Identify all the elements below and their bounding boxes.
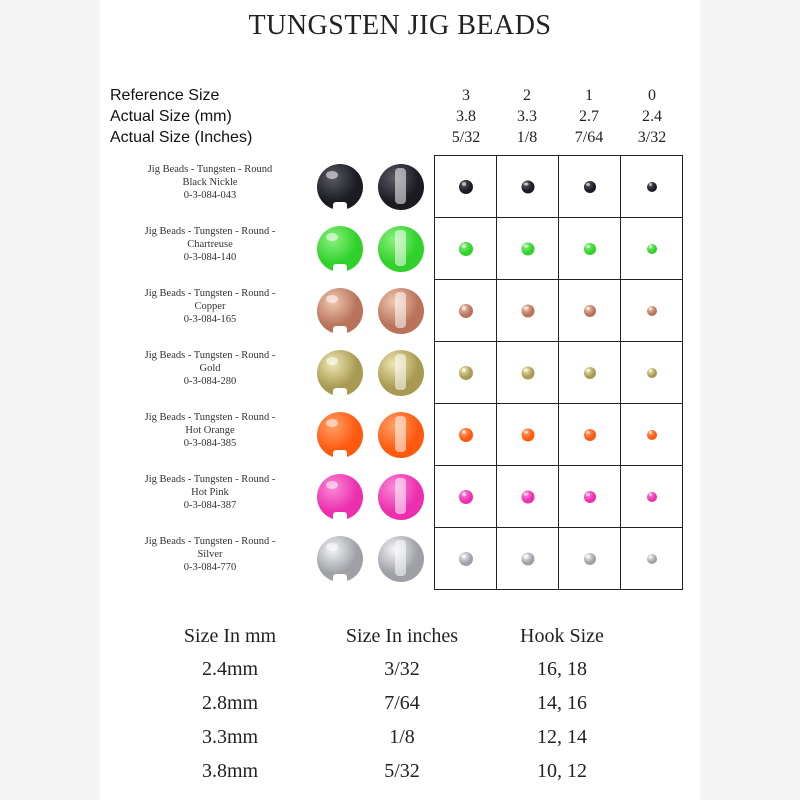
cell-hook-size: 14, 16 xyxy=(537,692,587,714)
page-title: TUNGSTEN JIG BEADS xyxy=(248,10,552,41)
bead-name-line: Jig Beads - Tungsten - Round - xyxy=(144,536,276,547)
bead-product-code: 0-3-084-280 xyxy=(183,376,237,387)
bead-front-image xyxy=(317,412,363,458)
bead-size-sample xyxy=(584,181,596,193)
bead-product-code: 0-3-084-165 xyxy=(183,314,237,325)
grid-cell xyxy=(559,466,621,528)
grid-cell xyxy=(497,156,559,218)
inch-size-value: 1/8 xyxy=(516,129,538,146)
cell-size-mm: 2.8mm xyxy=(201,692,259,714)
ref-size-value: 0 xyxy=(648,87,656,104)
bead-size-sample xyxy=(647,244,657,254)
bead-front-image xyxy=(317,226,363,272)
actual-size-inches-label: Actual Size (Inches) xyxy=(110,129,253,146)
grid-cell xyxy=(621,280,683,342)
ref-size-value: 1 xyxy=(585,87,593,104)
inch-size-value: 5/32 xyxy=(451,129,481,146)
grid-cell xyxy=(559,342,621,404)
bead-size-sample xyxy=(459,428,473,442)
grid-cell xyxy=(559,218,621,280)
grid-cell xyxy=(559,156,621,218)
bead-name-line: Jig Beads - Tungsten - Round - xyxy=(144,474,276,485)
bead-size-sample xyxy=(647,430,657,440)
grid-cell xyxy=(435,466,497,528)
bead-color-name: Chartreuse xyxy=(187,239,233,250)
bead-photo xyxy=(310,155,435,217)
grid-cell xyxy=(621,342,683,404)
bead-photo xyxy=(310,403,435,465)
grid-cell xyxy=(435,404,497,466)
bead-size-sample xyxy=(584,429,596,441)
bead-slot-image xyxy=(378,474,424,520)
bead-color-name: Hot Orange xyxy=(185,425,235,436)
reference-labels xyxy=(110,85,252,148)
bead-front-image xyxy=(317,288,363,334)
bead-size-sample xyxy=(521,304,534,317)
cell-hook-size: 10, 12 xyxy=(537,760,587,782)
cell-size-inches: 7/64 xyxy=(384,692,420,714)
bead-size-sample xyxy=(521,180,534,193)
bead-size-sample xyxy=(584,243,596,255)
bead-front-image xyxy=(317,536,363,582)
inch-size-value: 7/64 xyxy=(574,129,604,146)
bead-label xyxy=(110,287,310,326)
bead-label xyxy=(110,349,310,388)
cell-size-inches: 1/8 xyxy=(389,726,415,748)
bead-front-image xyxy=(317,474,363,520)
bead-color-name: Silver xyxy=(197,549,223,560)
bead-size-sample xyxy=(647,554,657,564)
cell-hook-size: 16, 18 xyxy=(537,658,587,680)
bead-size-sample xyxy=(521,366,534,379)
bead-slot-image xyxy=(378,350,424,396)
bead-size-sample xyxy=(584,305,596,317)
grid-cell xyxy=(621,466,683,528)
bead-size-sample xyxy=(647,306,657,316)
bead-front-image xyxy=(317,350,363,396)
bead-slot-image xyxy=(378,226,424,272)
bead-size-grid xyxy=(434,155,683,590)
bead-label xyxy=(110,163,310,202)
grid-cell xyxy=(435,218,497,280)
bead-size-sample xyxy=(584,367,596,379)
bead-size-sample xyxy=(584,491,596,503)
grid-cell xyxy=(497,404,559,466)
bead-label xyxy=(110,411,310,450)
bead-size-sample xyxy=(521,428,534,441)
bead-slot-image xyxy=(378,536,424,582)
grid-cell xyxy=(497,342,559,404)
bead-size-sample xyxy=(459,304,473,318)
bead-size-sample xyxy=(521,242,534,255)
bead-color-name: Black Nickle xyxy=(182,177,238,188)
bead-size-sample xyxy=(521,490,534,503)
bead-color-name: Hot Pink xyxy=(191,487,229,498)
bead-photo xyxy=(310,279,435,341)
cell-size-inches: 3/32 xyxy=(384,658,420,680)
cell-size-inches: 5/32 xyxy=(384,760,420,782)
bead-name-line: Jig Beads - Tungsten - Round xyxy=(147,164,273,175)
mm-size-value: 3.3 xyxy=(517,108,537,125)
bead-name-line: Jig Beads - Tungsten - Round - xyxy=(144,412,276,423)
bead-size-sample xyxy=(459,552,473,566)
grid-cell xyxy=(621,404,683,466)
bead-photo xyxy=(310,465,435,527)
cell-size-mm: 3.3mm xyxy=(201,726,259,748)
grid-cell xyxy=(497,466,559,528)
grid-cell xyxy=(435,280,497,342)
bead-size-sample xyxy=(459,366,473,380)
grid-cell xyxy=(559,280,621,342)
bead-size-sample xyxy=(647,182,657,192)
reference-column xyxy=(622,85,682,148)
cell-hook-size: 12, 14 xyxy=(537,726,587,748)
bead-product-code: 0-3-084-043 xyxy=(183,190,237,201)
bead-name-line: Jig Beads - Tungsten - Round - xyxy=(144,226,276,237)
bead-label xyxy=(110,473,310,512)
bead-size-sample xyxy=(584,553,596,565)
bead-name-line: Jig Beads - Tungsten - Round - xyxy=(144,288,276,299)
ref-size-value: 3 xyxy=(462,87,470,104)
reference-column xyxy=(436,85,496,148)
bead-product-code: 0-3-084-140 xyxy=(183,252,237,263)
grid-cell xyxy=(497,280,559,342)
bead-slot-image xyxy=(378,288,424,334)
bead-slot-image xyxy=(378,164,424,210)
bead-size-sample xyxy=(647,368,657,378)
bead-size-sample xyxy=(647,492,657,502)
mm-size-value: 2.7 xyxy=(579,108,599,125)
bead-photo xyxy=(310,527,435,589)
header-hook-size: Hook Size xyxy=(520,625,604,647)
grid-cell xyxy=(435,342,497,404)
bead-photo xyxy=(310,341,435,403)
cell-size-mm: 2.4mm xyxy=(201,658,259,680)
reference-column xyxy=(497,85,557,148)
bead-size-sample xyxy=(459,180,473,194)
ref-size-value: 2 xyxy=(523,87,531,104)
header-size-mm: Size In mm xyxy=(183,625,277,647)
grid-cell xyxy=(621,528,683,590)
bead-size-sample xyxy=(521,553,534,566)
grid-cell xyxy=(559,404,621,466)
bead-color-name: Gold xyxy=(199,363,221,374)
bead-size-sample xyxy=(459,490,473,504)
grid-cell xyxy=(621,156,683,218)
grid-cell xyxy=(497,528,559,590)
bead-slot-image xyxy=(378,412,424,458)
grid-cell xyxy=(559,528,621,590)
grid-cell xyxy=(621,218,683,280)
bead-name-line: Jig Beads - Tungsten - Round - xyxy=(144,350,276,361)
cell-size-mm: 3.8mm xyxy=(201,760,259,782)
grid-cell xyxy=(497,218,559,280)
bead-photo xyxy=(310,217,435,279)
reference-column xyxy=(559,85,619,148)
bead-label xyxy=(110,535,310,574)
bead-product-code: 0-3-084-770 xyxy=(183,562,237,573)
header-size-inches: Size In inches xyxy=(345,625,459,647)
bead-front-image xyxy=(317,164,363,210)
bead-product-code: 0-3-084-387 xyxy=(183,500,237,511)
bead-product-code: 0-3-084-385 xyxy=(183,438,237,449)
bead-label xyxy=(110,225,310,264)
bead-color-name: Copper xyxy=(194,301,226,312)
bead-size-sample xyxy=(459,242,473,256)
grid-cell xyxy=(435,528,497,590)
actual-size-mm-label: Actual Size (mm) xyxy=(110,108,232,125)
mm-size-value: 2.4 xyxy=(642,108,662,125)
mm-size-value: 3.8 xyxy=(456,108,476,125)
grid-cell xyxy=(435,156,497,218)
reference-size-label: Reference Size xyxy=(110,87,220,104)
inch-size-value: 3/32 xyxy=(637,129,667,146)
